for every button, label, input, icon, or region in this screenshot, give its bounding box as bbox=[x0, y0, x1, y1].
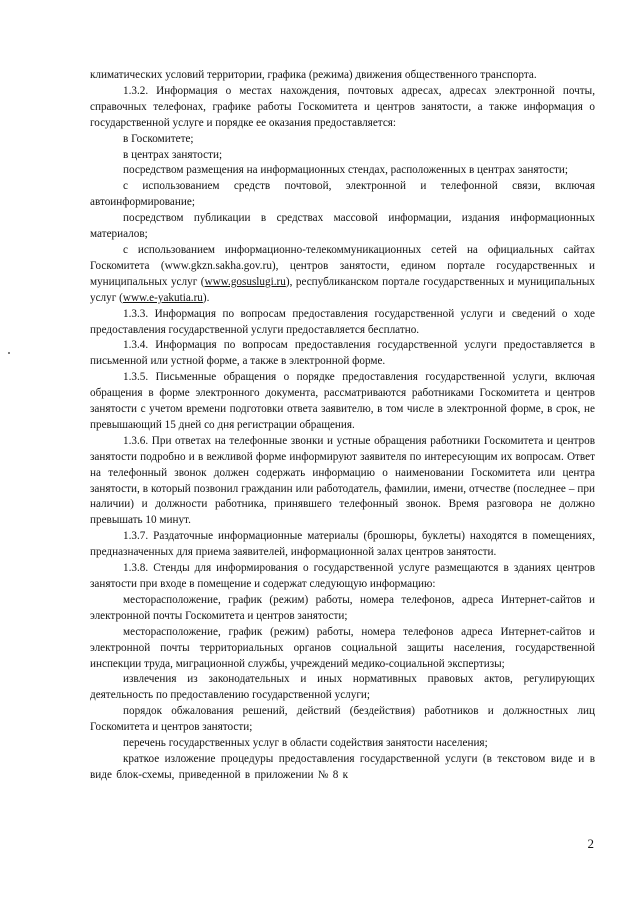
text-run: 1.3.5. Письменные обращения о порядке предоставления государственной услуги, включая обращения в форме электронного документа, рассматриваются работниками Госкомитета и центров занятости с учетом времени подготовки ответа заявителю, в том числе в электронной форме, в срок, не превышающий 15 дней со дня регистрации обращения. bbox=[90, 371, 595, 431]
paragraph bbox=[90, 68, 595, 84]
text-run: климатических условий территории, графика (режима) движения общественного транспорта. bbox=[90, 69, 537, 81]
text-run: в центрах занятости; bbox=[123, 148, 223, 161]
text-run: месторасположение, график (режим) работы, номера телефонов, адреса Интернет-сайтов и электронной почты Госкомитета и центров занятости; bbox=[90, 593, 595, 622]
paragraph bbox=[90, 704, 595, 736]
paragraph bbox=[90, 211, 595, 243]
text-run: краткое изложение процедуры предоставления государственной услуги (в текстовом виде и в виде блок-схемы, приведенной в приложении № 8 к bbox=[90, 752, 595, 781]
link-text[interactable]: www.gosuslugi.ru bbox=[204, 275, 286, 288]
text-run: порядок обжалования решений, действий (бездействия) работников и должностных лиц Госкомитета и центров занятости; bbox=[90, 705, 595, 734]
text-run: 1.3.2. Информация о местах нахождения, почтовых адресах, адресах электронной почты, справочных телефонах, графике работы Госкомитета и центров занятости, а также информация о государственной услуге и порядке ее оказания предоставляется: bbox=[90, 84, 595, 129]
paragraph bbox=[90, 736, 595, 752]
paragraph bbox=[90, 529, 595, 561]
text-run: 1.3.4. Информация по вопросам предоставления государственной услуги предоставляется в письменной или устной форме, а также в электронной форме. bbox=[90, 339, 595, 368]
paragraph bbox=[90, 148, 595, 164]
text-run: извлечения из законодательных и иных нормативных правовых актов, регулирующих деятельность по предоставлению государственной услуги; bbox=[90, 673, 595, 702]
text-run: 1.3.7. Раздаточные информационные материалы (брошюры, буклеты) находятся в помещениях, предназначенных для приема заявителей, информационной залах центров занятости. bbox=[90, 530, 595, 559]
paragraph bbox=[90, 434, 595, 529]
text-run: в Госкомитете; bbox=[123, 132, 194, 145]
text-run: посредством публикации в средствах массовой информации, издания информационных материалов; bbox=[90, 212, 595, 241]
text-run: ). bbox=[202, 291, 210, 304]
paragraph bbox=[90, 84, 595, 132]
paragraph bbox=[90, 672, 595, 704]
paragraph bbox=[90, 625, 595, 673]
text-run: 1.3.6. При ответах на телефонные звонки и устные обращения работники Госкомитета и центров занятости подробно и в вежливой форме информируют заявителя по интересующим их вопросам. Ответ на телефонный звонок должен содержать информацию о наименовании Госкомитета или центра занятости, в который позвонил гражданин или работодатель, фамилии, имени, отчестве (последнее – при наличии) и должности работника, принявшего телефонный звонок. Время разговора не должно превышать 10 минут. bbox=[90, 434, 595, 527]
text-run: месторасположение, график (режим) работы, номера телефонов адреса Интернет-сайтов и электронной почты территориальных органов социальной защиты населения, государственной инспекции труда, миграционной службы, учреждений медико-социальной экспертизы; bbox=[90, 625, 595, 670]
paragraph bbox=[90, 132, 595, 148]
text-run: ), республиканском портале государственных и муниципальных услуг ( bbox=[90, 275, 595, 304]
paragraph bbox=[90, 561, 595, 593]
document-body bbox=[90, 68, 595, 784]
text-run: посредством размещения на информационных стендах, расположенных в центрах занятости; bbox=[123, 164, 569, 177]
paragraph bbox=[90, 338, 595, 370]
text-run: с использованием средств почтовой, электронной и телефонной связи, включая автоинформирование; bbox=[90, 180, 595, 209]
paragraph bbox=[90, 243, 595, 307]
text-run: 1.3.3. Информация по вопросам предоставления государственной услуги и сведений о ходе предоставления государственной услуги предоставляется бесплатно. bbox=[90, 307, 595, 336]
text-run: 1.3.8. Стенды для информирования о государственной услуге размещаются в зданиях центров занятости при входе в помещение и содержат следующую информацию: bbox=[90, 562, 595, 590]
paragraph bbox=[90, 593, 595, 625]
link-text[interactable]: www.e-yakutia.ru bbox=[122, 291, 203, 304]
paragraph bbox=[90, 752, 595, 784]
margin-mark bbox=[8, 352, 10, 354]
paragraph bbox=[90, 163, 595, 179]
text-run: перечень государственных услуг в области содействия занятости населения; bbox=[123, 737, 488, 750]
text-run: с использованием информационно-телекоммуникационных сетей на официальных сайтах Госкомитета (www.gkzn.sakha.gov.ru), центров занятости, едином портале государственных и муниципальных услуг ( bbox=[90, 243, 595, 288]
paragraph bbox=[90, 370, 595, 434]
page-number: 2 bbox=[587, 836, 594, 851]
paragraph bbox=[90, 179, 595, 211]
paragraph bbox=[90, 307, 595, 339]
